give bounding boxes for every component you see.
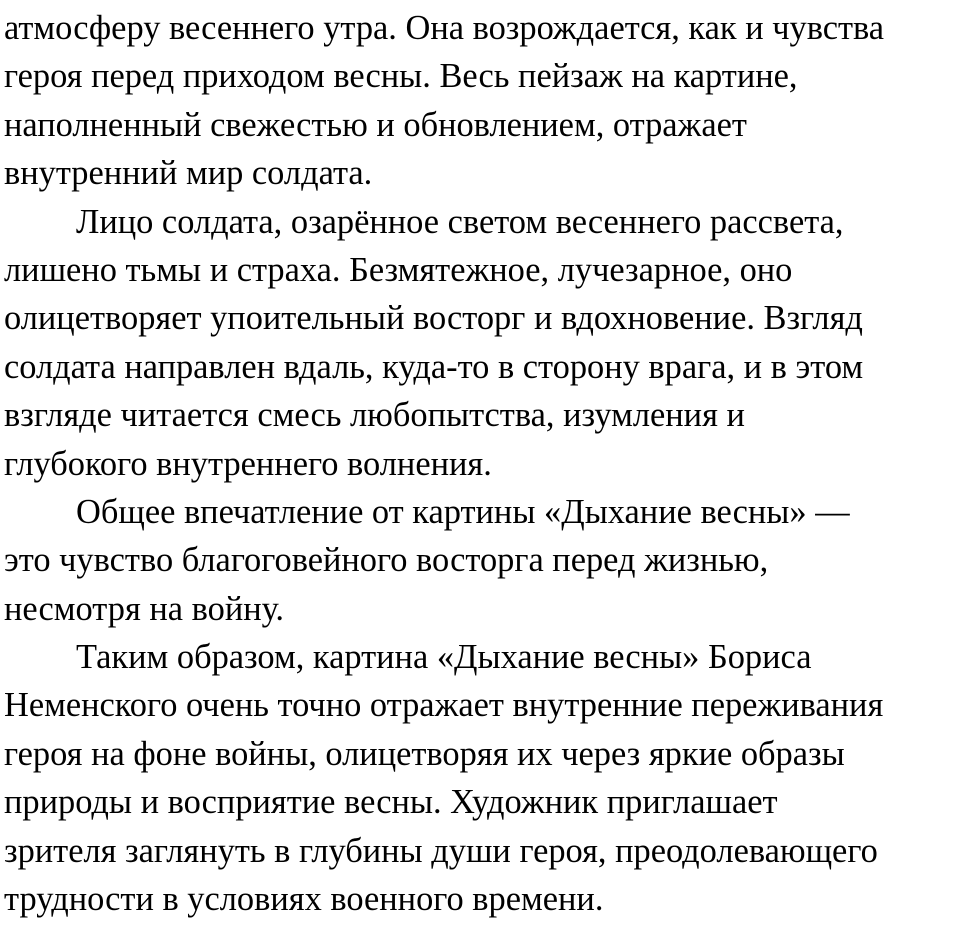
paragraph-3 — [4, 488, 960, 633]
paragraph-1 — [4, 4, 960, 198]
paragraph-4 — [4, 633, 960, 923]
text-line: зрителя заглянуть в глубины души героя, преодолевающего — [4, 831, 878, 870]
text-line: Лицо солдата, озарённое светом весеннего рассвета, — [76, 202, 844, 241]
text-line: Неменского очень точно отражает внутренние переживания — [4, 686, 884, 725]
text-line: Общее впечатление от картины «Дыхание весны» — — [76, 492, 850, 531]
text-body — [4, 4, 960, 923]
text-line: солдата направлен вдаль, куда-то в сторону врага, и в этом — [4, 347, 864, 386]
text-line: лишено тьмы и страха. Безмятежное, лучезарное, оно — [4, 250, 793, 289]
text-line: атмосферу весеннего утра. Она возрождается, как и чувства — [4, 9, 885, 47]
text-line: природы и восприятие весны. Художник приглашает — [4, 783, 778, 822]
text-line: глубокого внутреннего волнения. — [4, 444, 492, 483]
text-line: трудности в условиях военного времени. — [4, 880, 604, 919]
text-line: взгляде читается смесь любопытства, изумления и — [4, 396, 745, 435]
text-line: внутренний мир солдата. — [4, 154, 373, 193]
paragraph-2 — [4, 198, 960, 488]
text-line: героя на фоне войны, олицетворяя их через яркие образы — [4, 734, 845, 773]
text-line: Таким образом, картина «Дыхание весны» Бориса — [76, 638, 812, 677]
text-line: олицетворяет упоительный восторг и вдохновение. Взгляд — [4, 299, 863, 338]
text-line: несмотря на войну. — [4, 589, 284, 628]
text-line: наполненный свежестью и обновлением, отражает — [4, 105, 747, 144]
text-line: героя перед приходом весны. Весь пейзаж на картине, — [4, 57, 798, 96]
text-line: это чувство благоговейного восторга перед жизнью, — [4, 541, 769, 580]
